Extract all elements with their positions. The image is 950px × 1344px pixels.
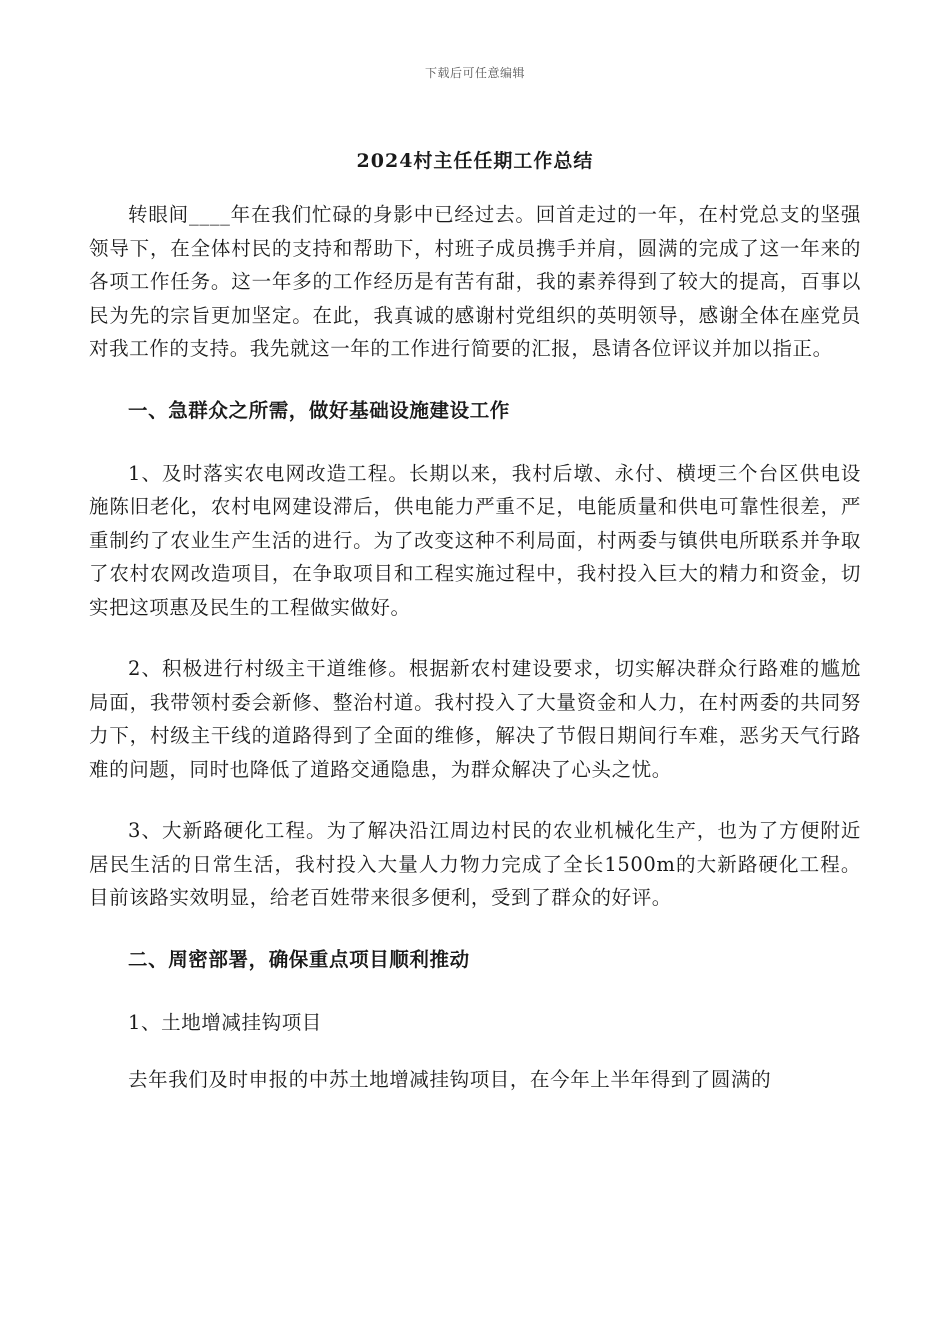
document-title: 2024村主任任期工作总结 <box>356 150 594 172</box>
section-2-subheading-1: 1、土地增减挂钩项目 <box>128 1010 322 1034</box>
section-1-heading: 一、急群众之所需，做好基础设施建设工作 <box>128 398 510 422</box>
page-header-note: 下载后可任意编辑 <box>424 66 525 80</box>
section-2-heading: 二、周密部署，确保重点项目顺利推动 <box>128 947 470 971</box>
intro-paragraph: 转眼间____年在我们忙碌的身影中已经过去。回首走过的一年，在村党总支的坚强领导下，在全体村民的支持和帮助下，村班子成员携手并肩，圆满的完成了这一年来的各项工作任务。这一年多的工作经历是有苦有甜，我的素养得到了较大的提高，百事以民为先的宗旨更加坚定。在此，我真诚的感谢村党组织的英明领导，感谢全体在座党员对我工作的支持。我先就这一年的工作进行简要的汇报，恳请各位评议并加以指正。 <box>89 203 861 360</box>
section-1-paragraph-1: 1、及时落实农电网改造工程。长期以来，我村后墩、永付、横埂三个台区供电设施陈旧老化，农村电网建设滞后，供电能力严重不足，电能质量和供电可靠性很差，严重制约了农业生产生活的进行。为了改变这种不利局面，村两委与镇供电所联系并争取了农村农网改造项目，在争取项目和工程实施过程中，我村投入巨大的精力和资金，切实把这项惠及民生的工程做实做好。 <box>89 461 861 619</box>
section-2-paragraph-1: 去年我们及时申报的中苏土地增减挂钩项目，在今年上半年得到了圆满的 <box>128 1067 772 1091</box>
document-body <box>89 198 861 1096</box>
section-1-paragraph-3: 3、大新路硬化工程。为了解决沿江周边村民的农业机械化生产，也为了方便附近居民生活的日常生活，我村投入大量人力物力完成了全长1500m的大新路硬化工程。目前该路实效明显，给老百姓带来很多便利，受到了群众的好评。 <box>89 819 861 909</box>
section-1-paragraph-2: 2、积极进行村级主干道维修。根据新农村建设要求，切实解决群众行路难的尴尬局面，我带领村委会新修、整治村道。我村投入了大量资金和人力，在村两委的共同努力下，村级主干线的道路得到了全面的维修，解决了节假日期间行车难，恶劣天气行路难的问题，同时也降低了道路交通隐患，为群众解决了心头之忧。 <box>89 657 861 781</box>
